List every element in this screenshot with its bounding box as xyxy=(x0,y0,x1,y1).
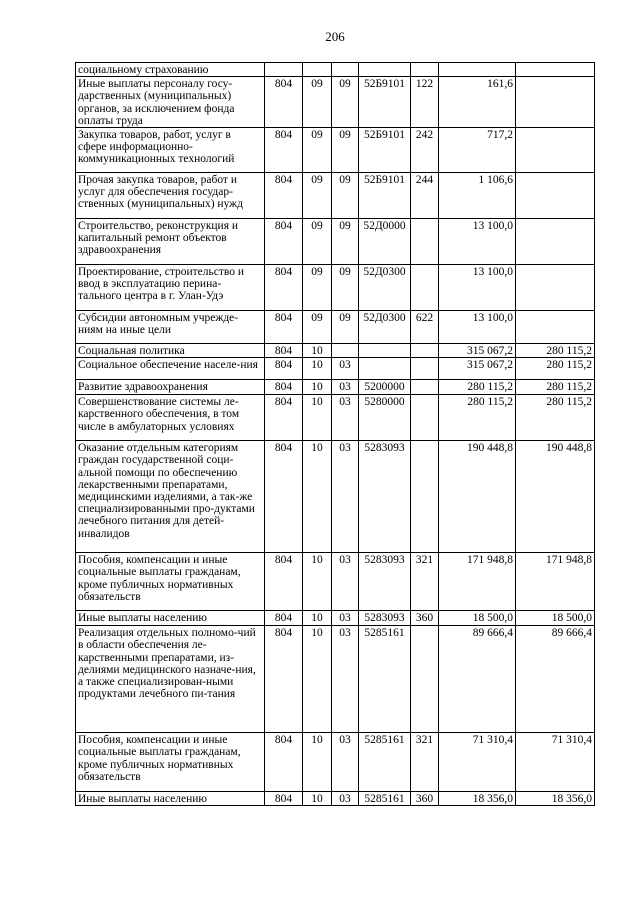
row-grbs-code xyxy=(265,63,303,77)
row-name: Закупка товаров, работ, услуг в сфере информационно-коммуникационных технологий xyxy=(76,128,265,173)
row-expense-type xyxy=(411,63,439,77)
row-target-article: 5285161 xyxy=(359,626,411,733)
row-subsection-code: 03 xyxy=(332,611,359,626)
row-target-article: 52Б9101 xyxy=(359,77,411,128)
row-section-code: 09 xyxy=(303,128,332,173)
row-grbs-code: 804 xyxy=(265,128,303,173)
row-section-code: 10 xyxy=(303,380,332,395)
row-grbs-code: 804 xyxy=(265,265,303,311)
row-target-article: 5285161 xyxy=(359,792,411,806)
row-name: социальному страхованию xyxy=(76,63,265,77)
table-row xyxy=(76,173,595,219)
row-amount-2 xyxy=(516,219,595,265)
row-subsection-code: 03 xyxy=(332,626,359,733)
table-row xyxy=(76,611,595,626)
row-grbs-code: 804 xyxy=(265,311,303,344)
row-name: Субсидии автономным учрежде-ниям на иные цели xyxy=(76,311,265,344)
page-number: 206 xyxy=(325,29,345,44)
row-section-code: 10 xyxy=(303,358,332,380)
row-amount-1: 280 115,2 xyxy=(439,395,516,441)
row-section-code: 09 xyxy=(303,265,332,311)
row-target-article xyxy=(359,344,411,358)
row-section-code: 10 xyxy=(303,733,332,792)
row-expense-type: 122 xyxy=(411,77,439,128)
row-amount-1: 315 067,2 xyxy=(439,344,516,358)
row-amount-2: 171 948,8 xyxy=(516,553,595,611)
row-name: Иные выплаты населению xyxy=(76,611,265,626)
row-amount-1: 717,2 xyxy=(439,128,516,173)
row-amount-2 xyxy=(516,311,595,344)
row-grbs-code: 804 xyxy=(265,441,303,553)
row-section-code: 10 xyxy=(303,611,332,626)
row-expense-type: 622 xyxy=(411,311,439,344)
row-amount-1: 190 448,8 xyxy=(439,441,516,553)
row-grbs-code: 804 xyxy=(265,77,303,128)
row-section-code: 09 xyxy=(303,77,332,128)
row-name: Строительство, реконструкция и капитальный ремонт объектов здравоохранения xyxy=(76,219,265,265)
row-expense-type xyxy=(411,395,439,441)
row-name: Оказание отдельным категориям граждан государственной соци-альной помощи по обеспечению лекарственными препаратами, медицинскими изделиями, а так-же специализированными про-дуктами лечебного питания для детей-инвалидов xyxy=(76,441,265,553)
row-amount-1: 13 100,0 xyxy=(439,265,516,311)
table-row xyxy=(76,380,595,395)
row-target-article: 52Д0300 xyxy=(359,311,411,344)
row-amount-2: 18 356,0 xyxy=(516,792,595,806)
row-amount-2: 280 115,2 xyxy=(516,358,595,380)
row-target-article xyxy=(359,63,411,77)
row-amount-1: 13 100,0 xyxy=(439,219,516,265)
row-subsection-code: 09 xyxy=(332,219,359,265)
row-target-article: 52Д0300 xyxy=(359,265,411,311)
row-section-code: 10 xyxy=(303,553,332,611)
row-amount-1: 89 666,4 xyxy=(439,626,516,733)
row-amount-2: 18 500,0 xyxy=(516,611,595,626)
row-amount-2: 89 666,4 xyxy=(516,626,595,733)
row-target-article: 5280000 xyxy=(359,395,411,441)
row-section-code: 10 xyxy=(303,626,332,733)
row-target-article: 52Д0000 xyxy=(359,219,411,265)
row-amount-2 xyxy=(516,265,595,311)
row-subsection-code: 03 xyxy=(332,792,359,806)
row-name: Пособия, компенсации и иные социальные выплаты гражданам, кроме публичных нормативных обязательств xyxy=(76,553,265,611)
row-subsection-code: 03 xyxy=(332,395,359,441)
row-subsection-code: 09 xyxy=(332,128,359,173)
row-subsection-code: 09 xyxy=(332,77,359,128)
row-expense-type: 360 xyxy=(411,611,439,626)
row-section-code: 10 xyxy=(303,792,332,806)
row-expense-type xyxy=(411,219,439,265)
row-section-code xyxy=(303,63,332,77)
row-amount-1: 1 106,6 xyxy=(439,173,516,219)
table-row xyxy=(76,792,595,806)
row-subsection-code xyxy=(332,344,359,358)
table-row xyxy=(76,441,595,553)
row-name: Совершенствование системы ле-карственного обеспечения, в том числе в амбулаторных условиях xyxy=(76,395,265,441)
table-row xyxy=(76,626,595,733)
row-section-code: 09 xyxy=(303,219,332,265)
row-amount-1: 71 310,4 xyxy=(439,733,516,792)
row-section-code: 09 xyxy=(303,311,332,344)
row-expense-type xyxy=(411,626,439,733)
table-row xyxy=(76,77,595,128)
row-subsection-code: 09 xyxy=(332,173,359,219)
row-amount-1: 18 356,0 xyxy=(439,792,516,806)
row-amount-2: 280 115,2 xyxy=(516,395,595,441)
row-amount-1: 18 500,0 xyxy=(439,611,516,626)
row-subsection-code: 03 xyxy=(332,441,359,553)
row-target-article: 5283093 xyxy=(359,553,411,611)
table-row xyxy=(76,265,595,311)
row-grbs-code: 804 xyxy=(265,344,303,358)
row-name: Прочая закупка товаров, работ и услуг для обеспечения государ-ственных (муниципальных) нужд xyxy=(76,173,265,219)
row-target-article: 5283093 xyxy=(359,441,411,553)
row-grbs-code: 804 xyxy=(265,626,303,733)
budget-table xyxy=(75,62,595,806)
row-expense-type xyxy=(411,344,439,358)
row-name: Проектирование, строительство и ввод в эксплуатацию перина-тального центра в г. Улан-Удэ xyxy=(76,265,265,311)
row-amount-1 xyxy=(439,63,516,77)
table-row xyxy=(76,311,595,344)
row-grbs-code: 804 xyxy=(265,395,303,441)
row-expense-type: 360 xyxy=(411,792,439,806)
row-subsection-code: 09 xyxy=(332,311,359,344)
row-subsection-code: 09 xyxy=(332,265,359,311)
row-target-article: 52Б9101 xyxy=(359,173,411,219)
table-row xyxy=(76,219,595,265)
row-target-article: 5285161 xyxy=(359,733,411,792)
table-row xyxy=(76,358,595,380)
table-row xyxy=(76,344,595,358)
row-grbs-code: 804 xyxy=(265,611,303,626)
row-grbs-code: 804 xyxy=(265,219,303,265)
table-row xyxy=(76,395,595,441)
row-subsection-code: 03 xyxy=(332,358,359,380)
row-expense-type: 321 xyxy=(411,733,439,792)
table-row xyxy=(76,733,595,792)
row-section-code: 10 xyxy=(303,344,332,358)
row-expense-type: 244 xyxy=(411,173,439,219)
row-expense-type xyxy=(411,441,439,553)
row-amount-1: 13 100,0 xyxy=(439,311,516,344)
row-grbs-code: 804 xyxy=(265,358,303,380)
row-subsection-code: 03 xyxy=(332,553,359,611)
row-grbs-code: 804 xyxy=(265,733,303,792)
row-target-article: 5200000 xyxy=(359,380,411,395)
row-expense-type xyxy=(411,358,439,380)
row-grbs-code: 804 xyxy=(265,380,303,395)
row-name: Развитие здравоохранения xyxy=(76,380,265,395)
row-amount-1: 161,6 xyxy=(439,77,516,128)
row-grbs-code: 804 xyxy=(265,792,303,806)
row-section-code: 10 xyxy=(303,395,332,441)
row-target-article xyxy=(359,358,411,380)
row-name: Социальное обеспечение населе-ния xyxy=(76,358,265,380)
row-name: Реализация отдельных полномо-чий в области обеспечения ле-карственными препаратами, из-делиями медицинского назначе-ния, а также специализирован-ными продуктами лечебного пи-тания xyxy=(76,626,265,733)
row-amount-1: 280 115,2 xyxy=(439,380,516,395)
row-amount-2 xyxy=(516,173,595,219)
row-subsection-code: 03 xyxy=(332,733,359,792)
row-amount-2: 280 115,2 xyxy=(516,344,595,358)
row-name: Пособия, компенсации и иные социальные выплаты гражданам, кроме публичных нормативных обязательств xyxy=(76,733,265,792)
row-grbs-code: 804 xyxy=(265,173,303,219)
row-amount-2 xyxy=(516,77,595,128)
row-amount-1: 171 948,8 xyxy=(439,553,516,611)
row-name: Иные выплаты населению xyxy=(76,792,265,806)
row-amount-2: 190 448,8 xyxy=(516,441,595,553)
table-row xyxy=(76,128,595,173)
row-target-article: 52Б9101 xyxy=(359,128,411,173)
row-name: Социальная политика xyxy=(76,344,265,358)
row-expense-type xyxy=(411,380,439,395)
row-subsection-code: 03 xyxy=(332,380,359,395)
row-target-article: 5283093 xyxy=(359,611,411,626)
row-amount-2 xyxy=(516,128,595,173)
table-row xyxy=(76,553,595,611)
row-expense-type xyxy=(411,265,439,311)
row-amount-2: 280 115,2 xyxy=(516,380,595,395)
row-grbs-code: 804 xyxy=(265,553,303,611)
table-body xyxy=(76,63,595,806)
row-amount-2 xyxy=(516,63,595,77)
row-expense-type: 321 xyxy=(411,553,439,611)
row-subsection-code xyxy=(332,63,359,77)
table-row xyxy=(76,63,595,77)
row-amount-2: 71 310,4 xyxy=(516,733,595,792)
row-name: Иные выплаты персоналу госу-дарственных (муниципальных) органов, за исключением фонда оплаты труда xyxy=(76,77,265,128)
row-section-code: 10 xyxy=(303,441,332,553)
row-amount-1: 315 067,2 xyxy=(439,358,516,380)
row-section-code: 09 xyxy=(303,173,332,219)
row-expense-type: 242 xyxy=(411,128,439,173)
